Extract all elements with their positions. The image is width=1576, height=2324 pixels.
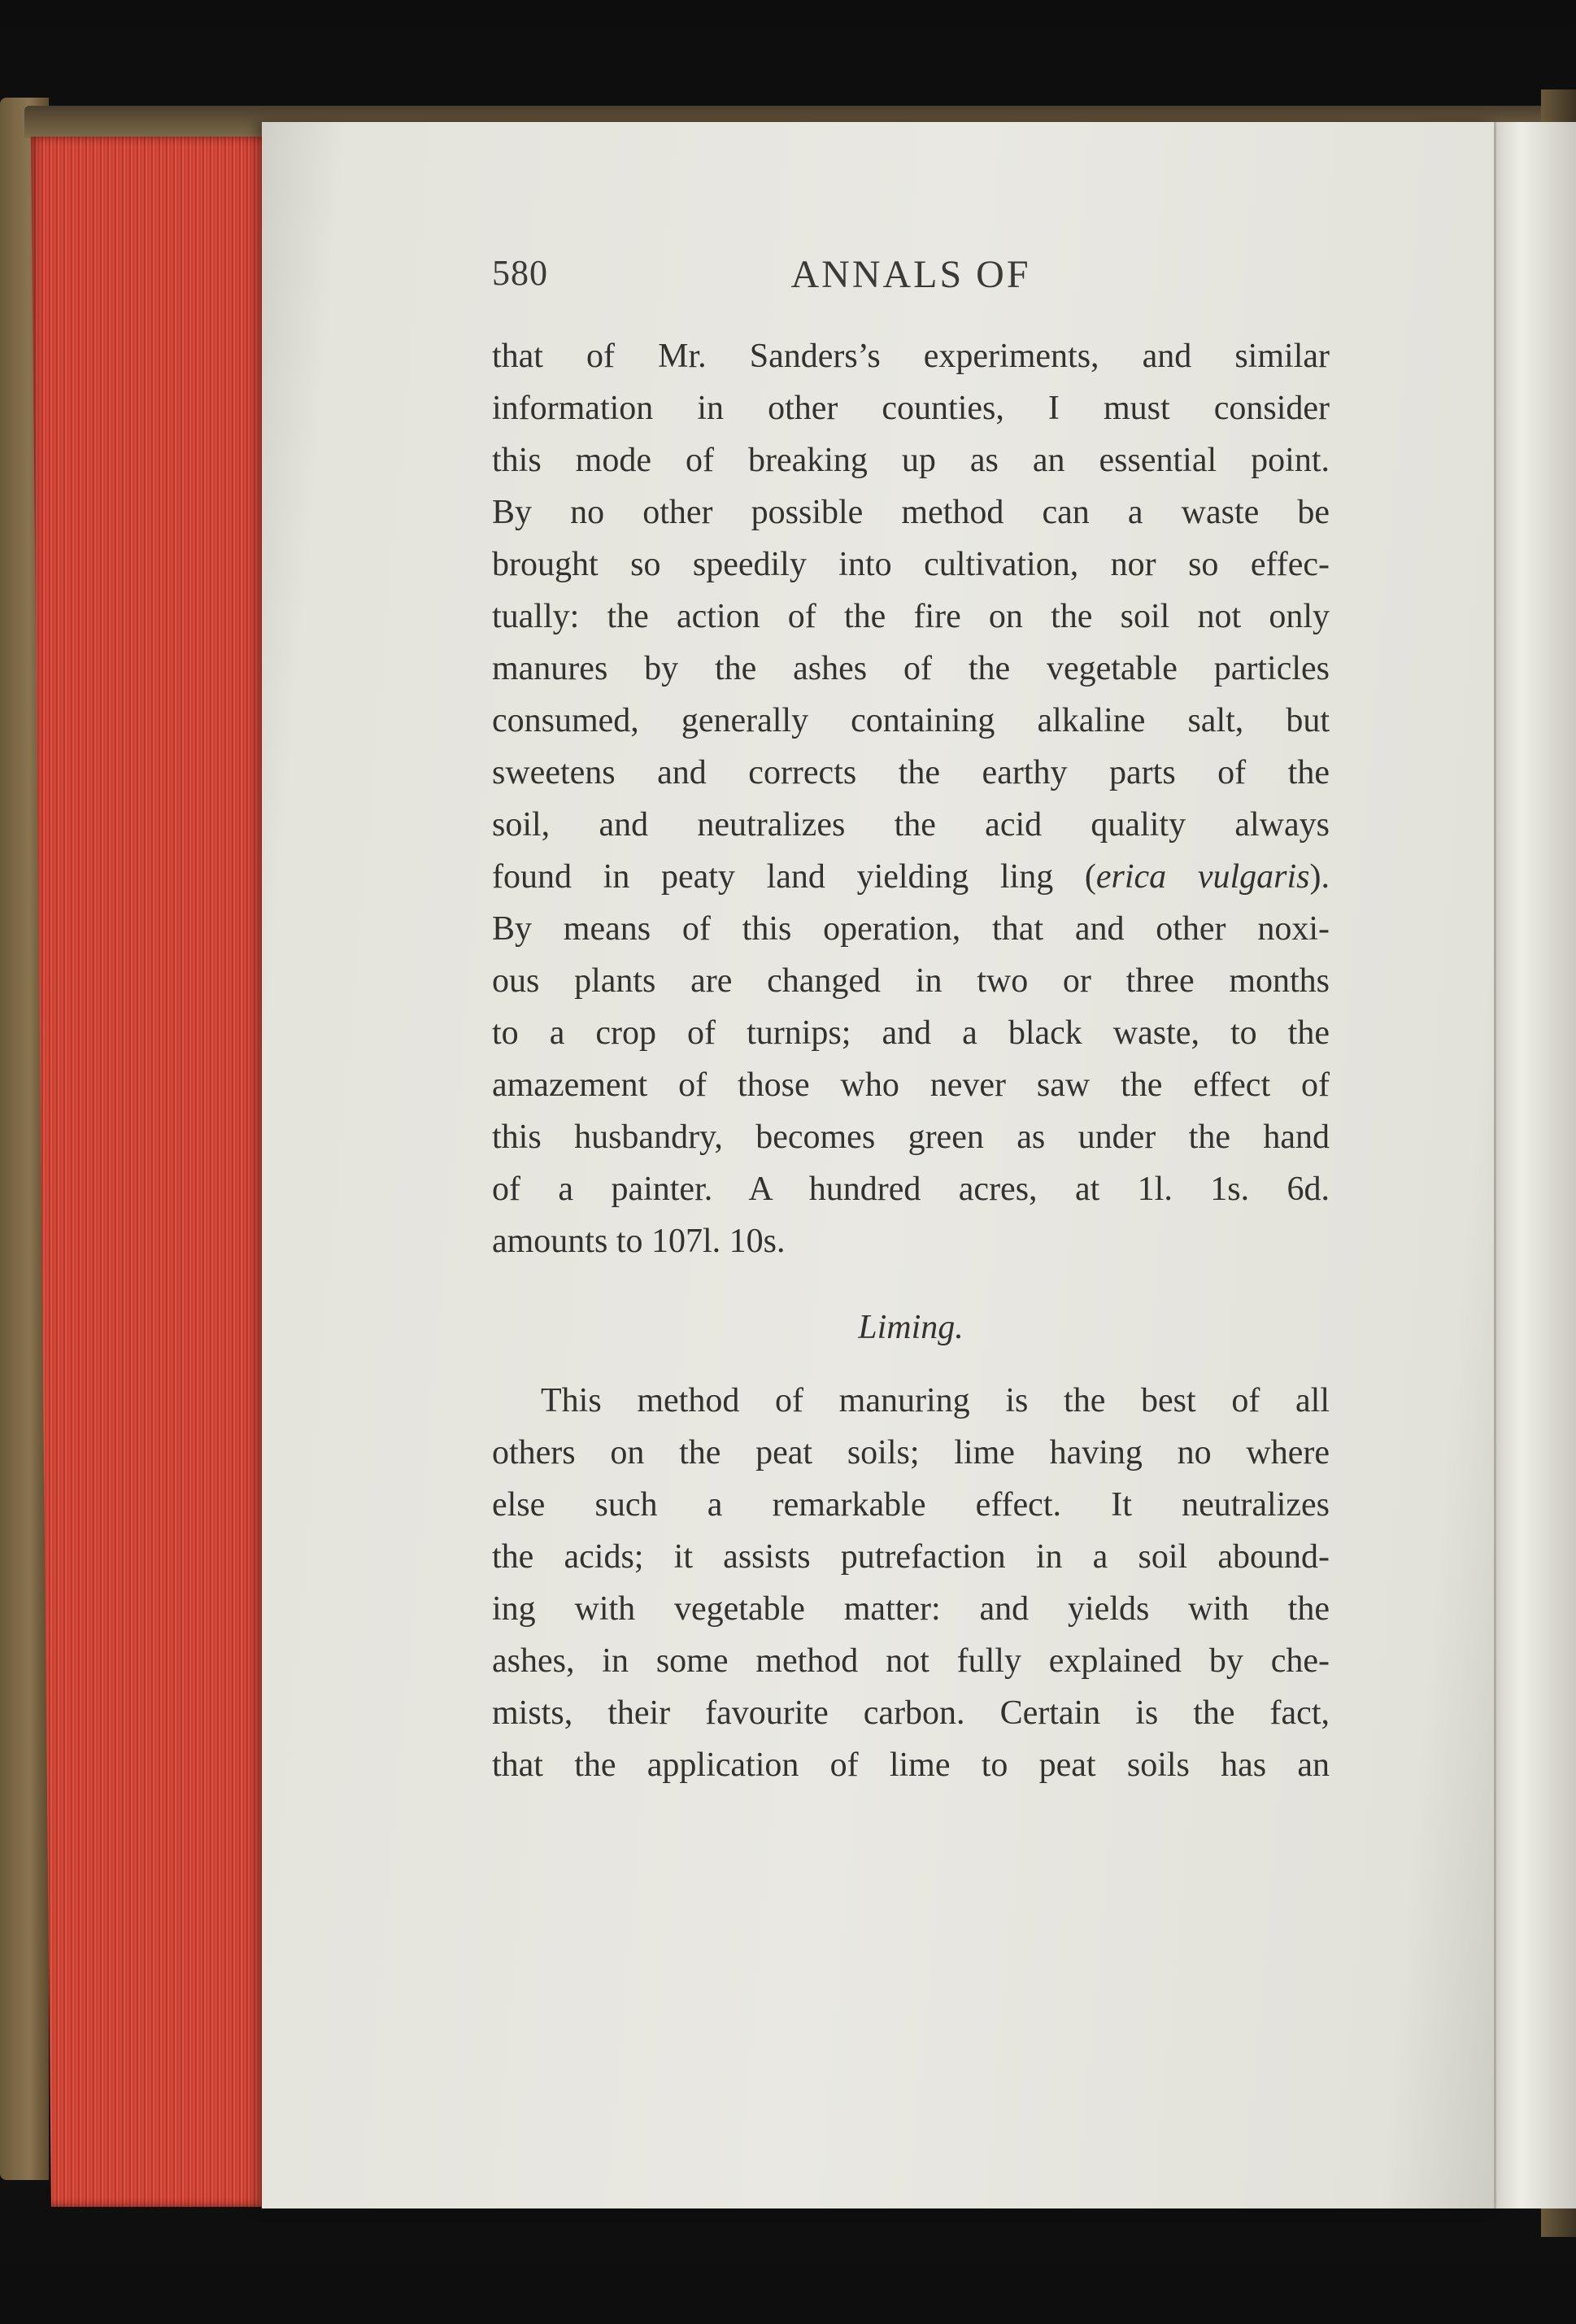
- text-fragment: ).: [1309, 858, 1330, 896]
- text-line: amazement of those who never saw the effect of: [492, 1066, 1330, 1104]
- text-line: of a painter. A hundred acres, at 1l. 1s. 6d.: [492, 1171, 1330, 1208]
- text-line: amounts to 107l. 10s.: [492, 1223, 786, 1260]
- text-line: tually: the action of the fire on the soil not only: [492, 598, 1330, 635]
- text-line: This method of manuring is the best of all: [541, 1382, 1330, 1419]
- text-line: ashes, in some method not fully explained by che-: [492, 1642, 1330, 1680]
- text-line: manures by the ashes of the vegetable particles: [492, 650, 1330, 687]
- book-page: [262, 122, 1494, 2208]
- running-head: ANNALS OF: [790, 253, 1031, 296]
- page-number: 580: [492, 253, 548, 293]
- text-line: By no other possible method can a waste be: [492, 494, 1330, 531]
- page-header: [492, 252, 1330, 309]
- text-line: the acids; it assists putrefaction in a soil abound-: [492, 1538, 1330, 1576]
- text-line: soil, and neutralizes the acid quality always: [492, 806, 1330, 844]
- text-line: this husbandry, becomes green as under the hand: [492, 1118, 1330, 1156]
- page-edges-red: [31, 137, 285, 2207]
- text-line: to a crop of turnips; and a black waste, to the: [492, 1014, 1330, 1052]
- text-line: else such a remarkable effect. It neutralizes: [492, 1486, 1330, 1524]
- text-line: that of Mr. Sanders’s experiments, and similar: [492, 338, 1330, 375]
- text-line: that the application of lime to peat soils has an: [492, 1746, 1330, 1784]
- text-line: [492, 856, 1330, 898]
- text-line: mists, their favourite carbon. Certain is the fact,: [492, 1694, 1330, 1732]
- text-line: By means of this operation, that and other noxi-: [492, 910, 1330, 948]
- text-line: brought so speedily into cultivation, nor so effec-: [492, 546, 1330, 583]
- text-line: sweetens and corrects the earthy parts of the: [492, 754, 1330, 791]
- section-heading: Liming.: [858, 1309, 964, 1346]
- text-line: ous plants are changed in two or three months: [492, 962, 1330, 1000]
- text-fragment: found in peaty land yielding ling (: [492, 858, 1096, 896]
- text-line: consumed, generally containing alkaline salt, but: [492, 702, 1330, 739]
- text-line: others on the peat soils; lime having no where: [492, 1434, 1330, 1472]
- text-line: this mode of breaking up as an essential point.: [492, 442, 1330, 479]
- facing-page: [1494, 122, 1576, 2208]
- text-line: information in other counties, I must consider: [492, 390, 1330, 427]
- text-line: ing with vegetable matter: and yields with the: [492, 1590, 1330, 1628]
- latin-name: erica vulgaris: [1095, 858, 1310, 896]
